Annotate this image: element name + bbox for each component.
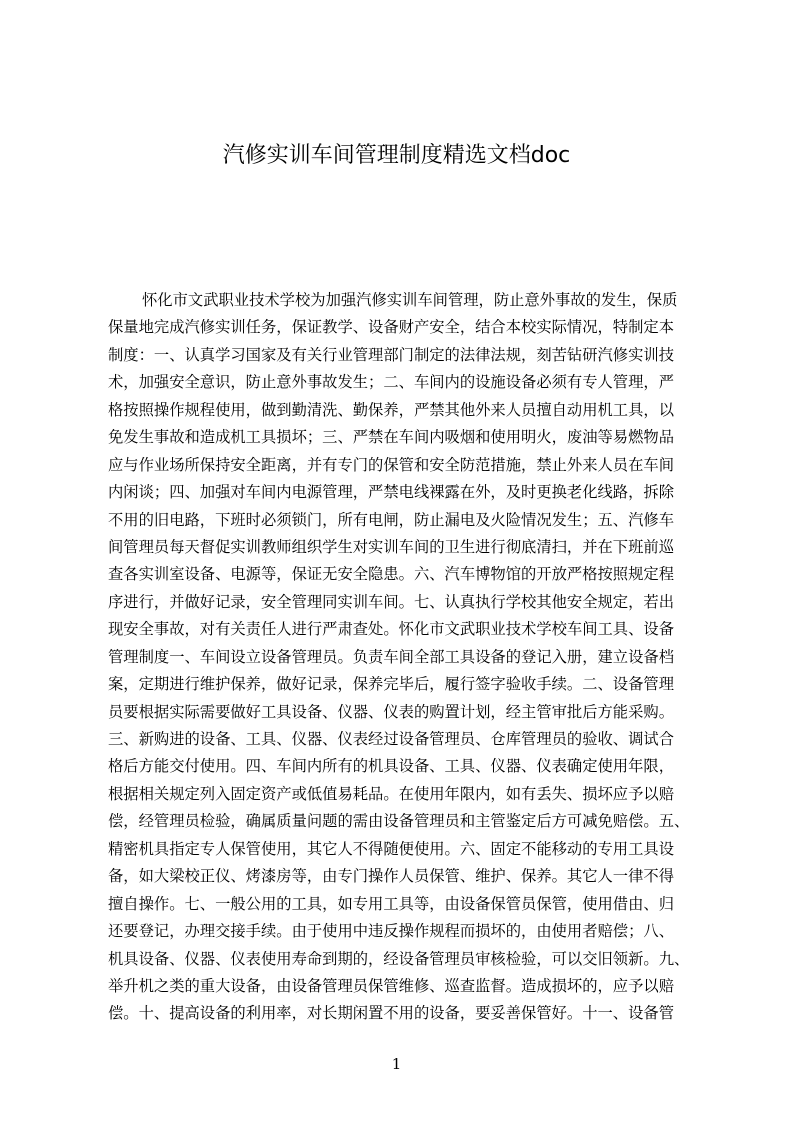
body-line: 内闲谈；四、加强对车间内电源管理，严禁电线裸露在外，及时更换老化线路，拆除 [108,483,674,502]
body-line: 免发生事故和造成机工具损坏；三、严禁在车间内吸烟和使用明火，废油等易燃物品 [108,428,674,447]
body-line: 擅自操作。七、一般公用的工具，如专用工具等，由设备保管员保管，使用借由、归 [108,894,674,913]
body-line: 现安全事故，对有关责任人进行严肃查处。怀化市文武职业技术学校车间工具、设备 [108,620,674,639]
body-line: 间管理员每天督促实训教师组织学生对实训车间的卫生进行彻底清扫，并在下班前巡 [108,537,674,556]
body-line: 不用的旧电路，下班时必须锁门，所有电闸，防止漏电及火险情况发生；五、汽修车 [108,510,674,529]
body-line: 案，定期进行维护保养，做好记录，保养完毕后，履行签字验收手续。二、设备管理 [108,675,674,694]
body-line: 术，加强安全意识，防止意外事故发生；二、车间内的设施设备必须有专人管理，严 [108,373,674,392]
body-line: 序进行，并做好记录，安全管理同实训车间。七、认真执行学校其他安全规定，若出 [108,592,674,611]
body-line: 格后方能交付使用。四、车间内所有的机具设备、工具、仪器、仪表确定使用年限， [108,757,674,776]
page-number: 1 [391,1055,402,1073]
body-line: 格按照操作规程使用，做到勤清洗、勤保养，严禁其他外来人员擅自动用机工具，以 [108,400,674,419]
body-line: 查各实训室设备、电源等，保证无安全隐患。六、汽车博物馆的开放严格按照规定程 [108,565,674,584]
body-line: 根据相关规定列入固定资产或低值易耗品。在使用年限内，如有丢失、损坏应予以赔 [108,784,674,803]
body-line: 举升机之类的重大设备，由设备管理员保管维修、巡查监督。造成损坏的，应予以赔 [108,976,674,995]
body-paragraph [108,287,698,1028]
body-line: 偿，经管理员检验，确属质量问题的需由设备管理员和主管鉴定后方可减免赔偿。五、 [108,812,690,831]
body-line: 员要根据实际需要做好工具设备、仪器、仪表的购置计划，经主管审批后方能采购。 [108,702,674,721]
body-line: 机具设备、仪器、仪表使用寿命到期的，经设备管理员审核检验，可以交旧领新。九、 [108,949,690,968]
body-line: 怀化市文武职业技术学校为加强汽修实训车间管理，防止意外事故的发生，保质 [142,291,678,309]
body-line: 备，如大梁校正仪、烤漆房等，由专门操作人员保管、维护、保养。其它人一律不得 [108,867,674,886]
body-line: 应与作业场所保持安全距离，并有专门的保管和安全防范措施，禁止外来人员在车间 [108,455,674,474]
body-line: 三、新购进的设备、工具、仪器、仪表经过设备管理员、仓库管理员的验收、调试合 [108,730,674,748]
document-title: 汽修实训车间管理制度精选文档doc [222,143,571,168]
body-line: 保量地完成汽修实训任务，保证教学、设备财产安全，结合本校实际情况，特制定本 [108,318,674,337]
body-line: 制度：一、认真学习国家及有关行业管理部门制定的法律法规，刻苦钻研汽修实训技 [108,345,674,364]
body-line: 管理制度一、车间设立设备管理员。负责车间全部工具设备的登记入册，建立设备档 [108,647,674,666]
body-line: 偿。十、提高设备的利用率，对长期闲置不用的设备，要妥善保管好。十一、设备管 [108,1004,674,1023]
body-line: 精密机具指定专人保管使用，其它人不得随便使用。六、固定不能移动的专用工具设 [108,839,674,858]
body-line: 还要登记，办理交接手续。由于使用中违反操作规程而损坏的，由使用者赔偿；八、 [108,922,674,941]
